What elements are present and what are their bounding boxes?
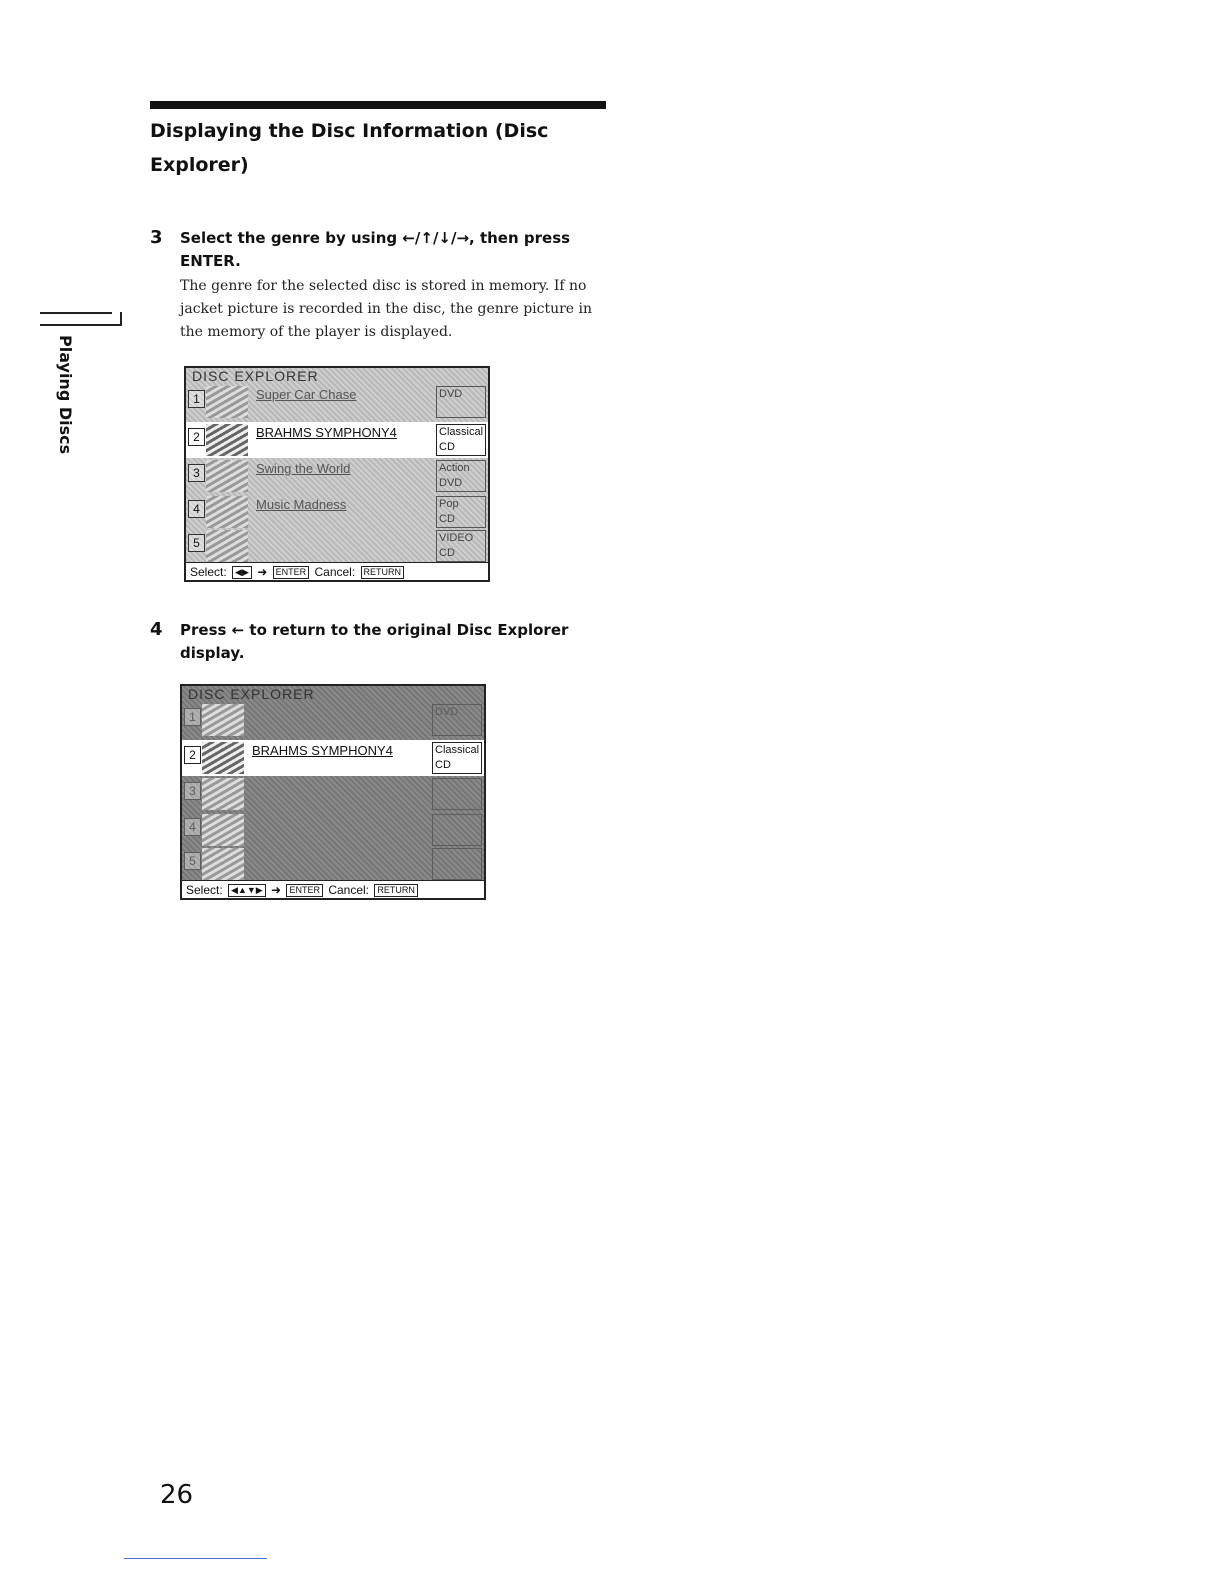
genre-box [432,848,482,880]
step-4 [150,619,600,665]
disc-title: BRAHMS SYMPHONY4 [252,743,393,758]
disc-number: 5 [188,534,205,552]
step-body: The genre for the selected disc is stored in memory. If no jacket picture is recorded in the disc, the genre picture in the memory of the player is displayed. [180,278,593,340]
genre-box [436,424,486,456]
jacket-picture [206,496,248,528]
genre-box [432,704,482,736]
disc-explorer-screen-1 [184,366,490,582]
disc-type: DVD [439,388,463,400]
step-number: 3 [150,227,163,248]
disc-row-1 [182,702,484,738]
return-key: RETURN [361,566,405,579]
jacket-picture [202,814,244,846]
genre-label: Classical [439,426,484,438]
disc-row-3 [186,458,488,494]
genre-box [436,386,486,418]
screen-title: DISC EXPLORER [192,368,319,384]
disc-title: Super Car Chase [256,387,357,402]
disc-type: CD [439,441,455,453]
disc-type: CD [435,759,451,771]
disc-number: 1 [184,708,201,726]
disc-number: 3 [184,782,201,800]
genre-label: Pop [439,498,459,510]
select-label: Select: [190,565,227,579]
disc-row-5 [182,846,484,882]
disc-row-3 [182,776,484,812]
genre-box [436,530,486,562]
jacket-picture [202,848,244,880]
disc-title: BRAHMS SYMPHONY4 [256,425,397,440]
jacket-picture [206,460,248,492]
jacket-picture [202,778,244,810]
status-bar [186,562,488,580]
genre-box [432,778,482,810]
disc-type: DVD [435,706,459,718]
disc-number: 2 [184,746,201,764]
jacket-picture [206,530,248,562]
status-bar [182,880,484,898]
select-label: Select: [186,883,223,897]
step-heading: Select the genre by using ←/↑/↓/→, then press ENTER. [180,229,571,270]
cancel-label: Cancel: [328,883,369,897]
genre-label: Action [439,462,470,474]
enter-key: ENTER [273,566,310,579]
step-number: 4 [150,619,163,640]
genre-box [436,460,486,492]
disc-row-5 [186,528,488,564]
disc-type: DVD [439,477,463,489]
screen-title: DISC EXPLORER [188,686,315,702]
tab-line [40,324,122,326]
jacket-picture [202,742,244,774]
disc-title: Swing the World [256,461,351,476]
arrow-right-icon: ➜ [271,883,282,897]
arrow-keys-icon: ◀▲▼▶ [228,884,266,897]
section-title: Displaying the Disc Information (Disc Explorer) [150,120,549,176]
return-key: RETURN [374,884,418,897]
disc-type: CD [439,513,455,525]
disc-explorer-screen-2 [180,684,486,900]
page-number: 26 [160,1480,194,1510]
section-top-rule [150,101,606,109]
side-tab-marker [40,300,122,328]
disc-number: 2 [188,428,205,446]
step-3 [150,227,600,344]
arrow-right-icon: ➜ [257,565,268,579]
disc-row-4 [186,494,488,530]
tab-tick [120,312,122,324]
disc-number: 3 [188,464,205,482]
bottom-rule [124,1558,267,1559]
jacket-picture [206,386,248,418]
genre-box [432,814,482,846]
jacket-picture [206,424,248,456]
disc-row-2 [186,422,488,458]
side-tab-label: Playing Discs [56,335,75,455]
disc-row-4 [182,812,484,848]
disc-row-1 [186,384,488,420]
disc-number: 4 [184,818,201,836]
genre-box [436,496,486,528]
disc-number: 1 [188,390,205,408]
enter-key: ENTER [286,884,323,897]
disc-row-2 [182,740,484,776]
disc-title: Music Madness [256,497,347,512]
cancel-label: Cancel: [314,565,356,579]
genre-label: Classical [435,744,480,756]
disc-number: 5 [184,852,201,870]
genre-box [432,742,482,774]
disc-type: VIDEO CD [439,532,474,559]
jacket-picture [202,704,244,736]
step-heading: Press ← to return to the original Disc Explorer display. [180,621,569,662]
disc-number: 4 [188,500,205,518]
arrow-keys-icon: ◀▶ [232,566,252,579]
tab-line [40,312,112,314]
